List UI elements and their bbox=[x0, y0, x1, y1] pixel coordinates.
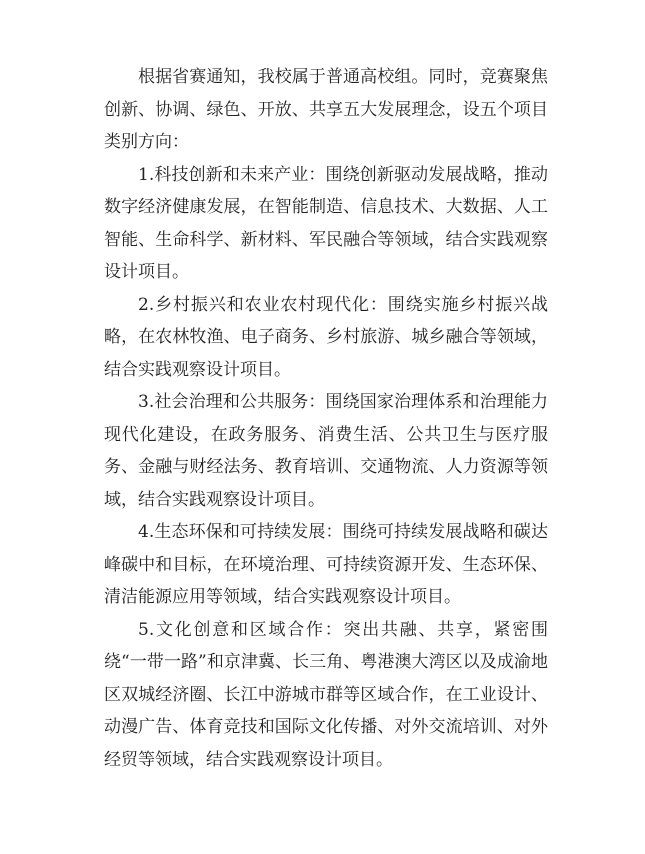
category-1-paragraph: 1.科技创新和未来产业：围绕创新驱动发展战略，推动数字经济健康发展，在智能制造、信息技术、大数据、人工智能、生命科学、新材料、军民融合等领域，结合实践观察设计项目。 bbox=[104, 164, 548, 282]
category-5-paragraph: 5.文化创意和区域合作：突出共融、共享，紧密围绕“一带一路”和京津冀、长三角、粤港澳大湾区以及成渝地区双城经济圈、长江中游城市群等区域合作，在工业设计、动漫广告、体育竞技和国际文化传播、对外交流培训、对外经贸等领域，结合实践观察设计项目。 bbox=[104, 619, 548, 770]
document-body bbox=[104, 61, 548, 776]
intro-paragraph: 根据省赛通知，我校属于普通高校组。同时，竞赛聚焦创新、协调、绿色、开放、共享五大发展理念，设五个项目类别方向： bbox=[104, 67, 548, 152]
category-4-paragraph: 4.生态环保和可持续发展：围绕可持续发展战略和碳达峰碳中和目标，在环境治理、可持续资源开发、生态环保、清洁能源应用等领域，结合实践观察设计项目。 bbox=[104, 522, 548, 607]
category-3-paragraph: 3.社会治理和公共服务：围绕国家治理体系和治理能力现代化建设，在政务服务、消费生活、公共卫生与医疗服务、金融与财经法务、教育培训、交通物流、人力资源等领域，结合实践观察设计项目。 bbox=[104, 392, 548, 510]
category-2-paragraph: 2.乡村振兴和农业农村现代化：围绕实施乡村振兴战略，在农林牧渔、电子商务、乡村旅游、城乡融合等领域，结合实践观察设计项目。 bbox=[104, 294, 548, 380]
